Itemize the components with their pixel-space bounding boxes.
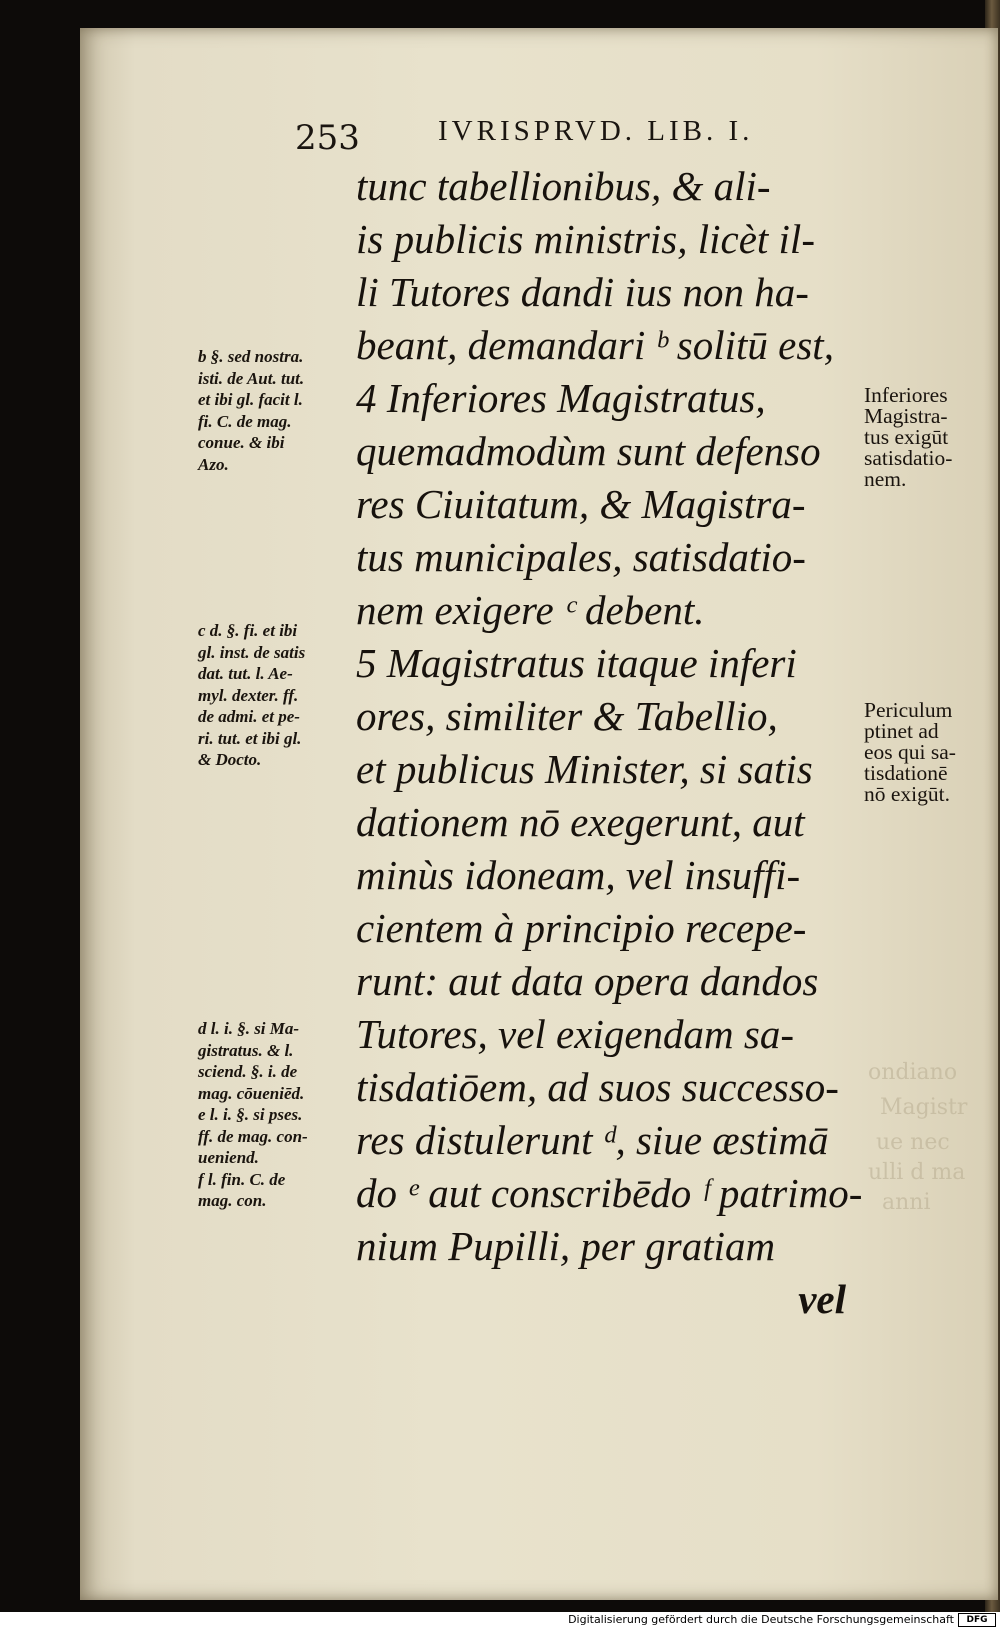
marginal-gloss-c bbox=[198, 620, 358, 771]
main-text-line: nem exigere ᶜ debent. bbox=[356, 587, 705, 633]
dfg-logo: DFG bbox=[958, 1613, 996, 1627]
gloss-line: & Docto. bbox=[198, 750, 262, 769]
show-through-text: anni bbox=[882, 1190, 931, 1215]
main-text-line: beant, demandari ᵇ solitū est, bbox=[356, 322, 834, 368]
running-head: IVRISPRVD. LIB. I. bbox=[438, 115, 754, 147]
main-text-line: cientem à principio recepe- bbox=[356, 905, 807, 951]
gloss-line: dat. tut. l. Ae- bbox=[198, 664, 293, 683]
show-through-text: Magistr bbox=[880, 1095, 968, 1120]
digitization-footer bbox=[0, 1612, 1000, 1629]
gloss-line: isti. de Aut. tut. bbox=[198, 368, 305, 388]
page-number: 253 bbox=[295, 118, 360, 158]
marginal-gloss-b bbox=[198, 346, 358, 475]
gloss-line: conue. & ibi bbox=[198, 433, 285, 452]
gloss-line: fi. C. de mag. bbox=[198, 411, 292, 431]
gloss-line: c d. §. fi. et ibi bbox=[198, 621, 298, 640]
main-text-line: ores, similiter & Tabellio, bbox=[356, 693, 778, 739]
main-text-line: dationem nō exegerunt, aut bbox=[356, 799, 805, 845]
side-note-line: Magistra- bbox=[864, 404, 948, 428]
main-text-line: is publicis ministris, licèt il- bbox=[356, 216, 815, 262]
gloss-line: mag. cōueniēd. bbox=[198, 1083, 305, 1103]
gloss-line: gistratus. & l. bbox=[198, 1040, 294, 1060]
gloss-line: ri. tut. et ibi gl. bbox=[198, 728, 302, 748]
gloss-line: mag. con. bbox=[198, 1191, 267, 1210]
main-text-line: minùs idoneam, vel insuffi- bbox=[356, 852, 801, 898]
gloss-line: sciend. §. i. de bbox=[198, 1062, 298, 1081]
main-text-line: tus municipales, satisdatio- bbox=[356, 534, 806, 580]
main-text-line: quemadmodùm sunt defenso bbox=[356, 428, 821, 474]
show-through-text: ondiano bbox=[868, 1060, 958, 1085]
gloss-line: de admi. et pe- bbox=[198, 707, 300, 726]
side-note-line: Inferiores bbox=[864, 383, 948, 407]
marginal-gloss-def bbox=[198, 1018, 358, 1212]
side-note-line: nō exigūt. bbox=[864, 782, 950, 806]
side-note-periculum bbox=[864, 700, 984, 805]
side-note-line: Periculum bbox=[864, 698, 953, 722]
show-through-text: ue nec bbox=[876, 1130, 950, 1155]
side-note-line: nem. bbox=[864, 467, 907, 491]
side-note-line: tisdationē bbox=[864, 761, 948, 785]
gloss-line: e l. i. §. si pses. bbox=[198, 1105, 303, 1124]
main-text-line: nium Pupilli, per gratiam bbox=[356, 1223, 776, 1269]
gloss-line: Azo. bbox=[198, 454, 229, 474]
main-text-line: 4 Inferiores Magistratus, bbox=[356, 375, 766, 421]
gloss-line: gl. inst. de satis bbox=[198, 642, 306, 662]
side-note-inferiores bbox=[864, 385, 984, 490]
side-note-line: satisdatio- bbox=[864, 446, 953, 470]
main-text-line: do ᵉ aut conscribēdo ᶠ patrimo- bbox=[356, 1170, 863, 1216]
main-text-line: res distulerunt ᵈ, siue æstimā bbox=[356, 1117, 829, 1163]
side-note-line: eos qui sa- bbox=[864, 740, 956, 764]
gloss-line: myl. dexter. ff. bbox=[198, 685, 299, 705]
catchword: vel bbox=[798, 1276, 846, 1322]
side-note-line: tus exigūt bbox=[864, 425, 949, 449]
main-text-block bbox=[356, 160, 863, 1326]
main-text-line: tisdatiōem, ad suos successo- bbox=[356, 1064, 839, 1110]
gloss-line: ueniend. bbox=[198, 1148, 259, 1167]
main-text-line: Tutores, vel exigendam sa- bbox=[356, 1011, 795, 1057]
gloss-line: et ibi gl. facit l. bbox=[198, 390, 303, 409]
gloss-line: b §. sed nostra. bbox=[198, 347, 304, 366]
main-text-line: tunc tabellionibus, & ali- bbox=[356, 163, 771, 209]
main-text-line: res Ciuitatum, & Magistra- bbox=[356, 481, 806, 527]
main-text-line: runt: aut data opera dandos bbox=[356, 958, 819, 1004]
main-text-line: 5 Magistratus itaque inferi bbox=[356, 640, 797, 686]
show-through-text: ulli d ma bbox=[868, 1160, 966, 1185]
funding-credit: Digitalisierung gefördert durch die Deutsche Forschungsgemeinschaft bbox=[568, 1613, 954, 1626]
main-text-line: li Tutores dandi ius non ha- bbox=[356, 269, 809, 315]
gloss-line: d l. i. §. si Ma- bbox=[198, 1019, 300, 1038]
side-note-line: ptinet ad bbox=[864, 719, 939, 743]
gloss-line: f l. fin. C. de bbox=[198, 1169, 286, 1189]
main-text-line: et publicus Minister, si satis bbox=[356, 746, 813, 792]
gloss-line: ff. de mag. con- bbox=[198, 1126, 308, 1146]
